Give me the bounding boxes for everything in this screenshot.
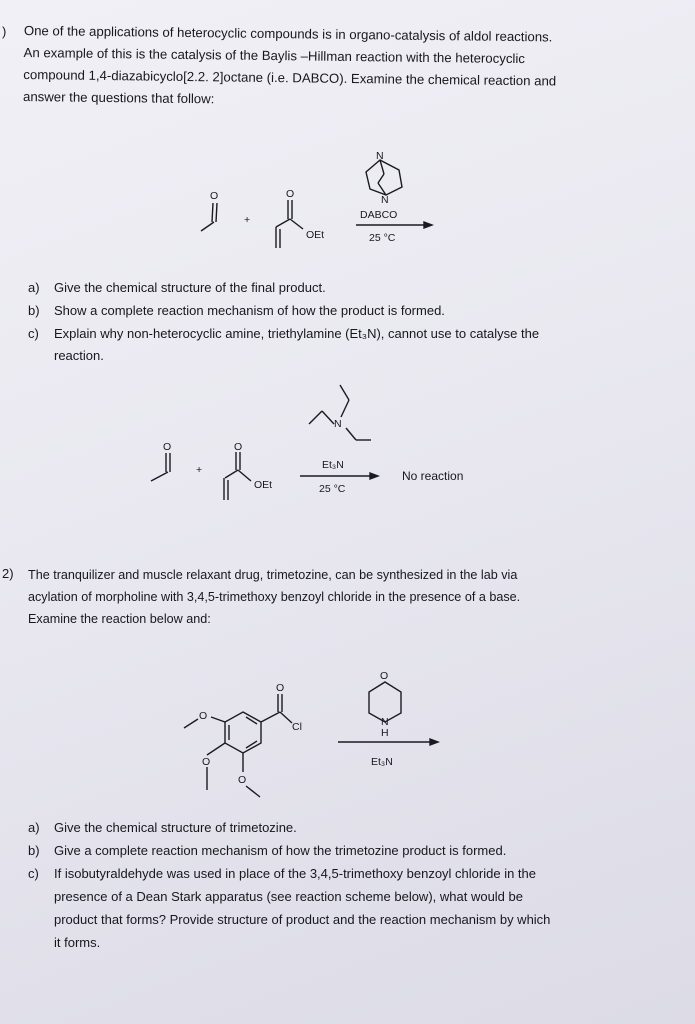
reaction2-amine-n: N: [334, 418, 342, 430]
q2-intro-line-3: Examine the reaction below and:: [28, 612, 211, 626]
q2-question-b: b) Give a complete reaction mechanism of how the trimetozine product is formed.: [28, 843, 507, 858]
q1-intro-line-1: One of the applications of heterocyclic compounds is in organo-catalysis of aldol reactions.: [23, 22, 553, 45]
q1-intro-line-2: An example of this is the catalysis of the Baylis –Hillman reaction with the heterocyclic: [23, 44, 526, 67]
methoxy-o-left: O: [202, 756, 211, 768]
q1-question-b: b) Show a complete reaction mechanism of how the product is formed.: [28, 303, 445, 318]
q1-number: ): [2, 24, 7, 39]
q2-number: 2): [2, 566, 14, 581]
reaction1-dabco-n-bottom: N: [381, 194, 389, 206]
reaction2-plus: +: [196, 464, 203, 476]
acyl-carbonyl-o: O: [276, 682, 285, 694]
q2-intro-line-2: acylation of morpholine with 3,4,5-trimethoxy benzoyl chloride in the presence of a base.: [28, 590, 521, 604]
methoxy-o-top: O: [199, 710, 208, 722]
q1-intro-line-3: compound 1,4-diazabicyclo[2.2. 2]octane (i.e. DABCO). Examine the chemical reaction and: [23, 66, 557, 89]
reaction1-ester-group: OEt: [306, 229, 325, 241]
q1-question-a: a) Give the chemical structure of the final product.: [28, 280, 326, 295]
reaction2-acrylate-o: O: [234, 441, 243, 453]
q2-question-c: c) If isobutyraldehyde was used in place of the 3,4,5-trimethoxy benzoyl chloride in the: [28, 866, 536, 881]
morpholine-o: O: [380, 670, 389, 682]
morpholine-n: N: [381, 716, 389, 728]
reaction1-reagent-label: DABCO: [360, 209, 398, 221]
q2-question-c-line-4: it forms.: [54, 935, 101, 950]
reaction2-aldehyde-o: O: [163, 441, 172, 453]
q2-reaction-arrow: [338, 739, 438, 745]
q1-intro-line-4: answer the questions that follow:: [22, 88, 215, 107]
methoxy-o-bottom: O: [238, 774, 247, 786]
q2-question-c-line-3: product that forms? Provide structure of product and the reaction mechanism by which: [54, 912, 551, 927]
reaction2-reagent-label: Et₃N: [322, 459, 344, 471]
q2-reagent-label: Et₃N: [371, 756, 393, 768]
reaction2-condition: 25 °C: [319, 483, 346, 495]
reaction1-aldehyde-o: O: [210, 190, 219, 202]
q2-question-c-line-2: presence of a Dean Stark apparatus (see reaction scheme below), what would be: [54, 889, 523, 904]
reaction1-plus: +: [244, 214, 251, 226]
reaction1-condition: 25 °C: [369, 232, 396, 244]
q1-question-c: c) Explain why non-heterocyclic amine, triethylamine (Et₃N), cannot use to catalyse the: [28, 326, 540, 341]
q2-question-a: a) Give the chemical structure of trimetozine.: [28, 820, 297, 835]
q2-intro-line-1: The tranquilizer and muscle relaxant drug, trimetozine, can be synthesized in the lab via: [28, 568, 518, 582]
reaction1-acrylate-o: O: [286, 188, 295, 200]
reaction2-result: No reaction: [402, 469, 464, 483]
morpholine-h: H: [381, 727, 389, 739]
q1-question-c-continuation: reaction.: [54, 348, 104, 363]
reaction2-ester-group: OEt: [254, 479, 273, 491]
reaction1-dabco-n-top: N: [376, 150, 384, 162]
acyl-chloride-cl: Cl: [292, 721, 302, 733]
